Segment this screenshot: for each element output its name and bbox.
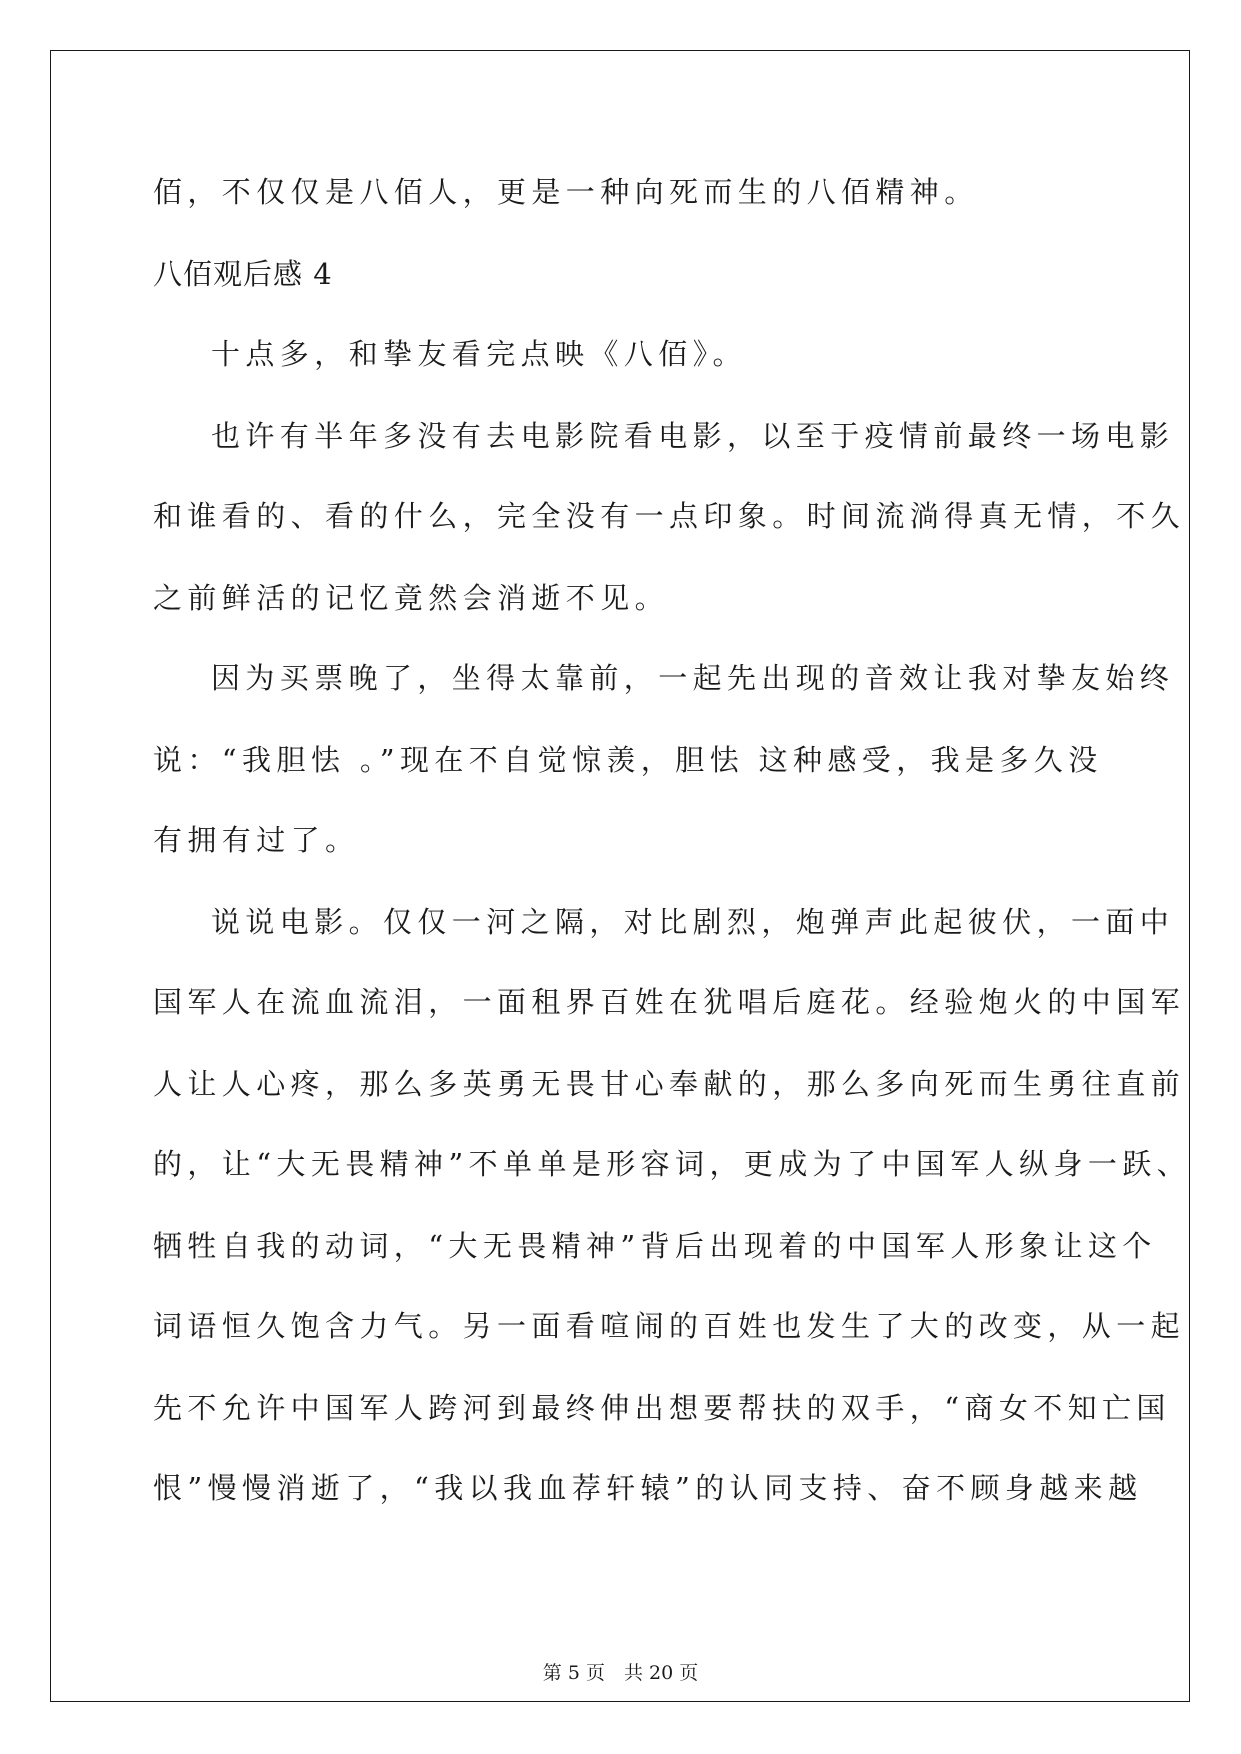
text-line: 佰，不仅仅是八佰人，更是一种向死而生的八佰精神。 (153, 175, 979, 209)
text-line: 说：“我胆怯 。”现在不自觉惊羡，胆怯 这种感受，我是多久没 (153, 743, 1103, 777)
text-line: 的，让“大无畏精神”不单单是形容词，更成为了中国军人纵身一跃、 (153, 1147, 1192, 1181)
section-heading: 八佰观后感 4 (153, 257, 333, 291)
page-footer: 第 5 页 共 20 页 (542, 1662, 699, 1684)
text-line: 和谁看的、看的什么，完全没有一点印象。时间流淌得真无情，不久 (153, 499, 1186, 533)
text-line: 先不允许中国军人跨河到最终伸出想要帮扶的双手，“商女不知亡国 (153, 1391, 1171, 1425)
text-line: 说说电影。仅仅一河之隔，对比剧烈，炮弹声此起彼伏，一面中 (211, 905, 1175, 939)
text-line: 有拥有过了。 (153, 823, 360, 857)
text-line: 十点多，和挚友看完点映《八佰》。 (211, 337, 747, 371)
text-line: 国军人在流血流泪，一面租界百姓在犹唱后庭花。经验炮火的中国军 (153, 985, 1186, 1019)
text-line: 因为买票晚了，坐得太靠前，一起先出现的音效让我对挚友始终 (211, 661, 1175, 695)
page-border (50, 50, 1190, 1702)
text-line: 牺牲自我的动词，“大无畏精神”背后出现着的中国军人形象让这个 (153, 1229, 1157, 1263)
text-line: 也许有半年多没有去电影院看电影，以至于疫情前最终一场电影 (211, 419, 1175, 453)
text-line: 人让人心疼，那么多英勇无畏甘心奉献的，那么多向死而生勇往直前 (153, 1067, 1186, 1101)
text-line: 之前鲜活的记忆竟然会消逝不见。 (153, 581, 670, 615)
text-line: 恨”慢慢消逝了，“我以我血荐轩辕”的认同支持、奋不顾身越来越 (153, 1471, 1143, 1505)
text-line: 词语恒久饱含力气。另一面看喧闹的百姓也发生了大的改变，从一起 (153, 1309, 1186, 1343)
